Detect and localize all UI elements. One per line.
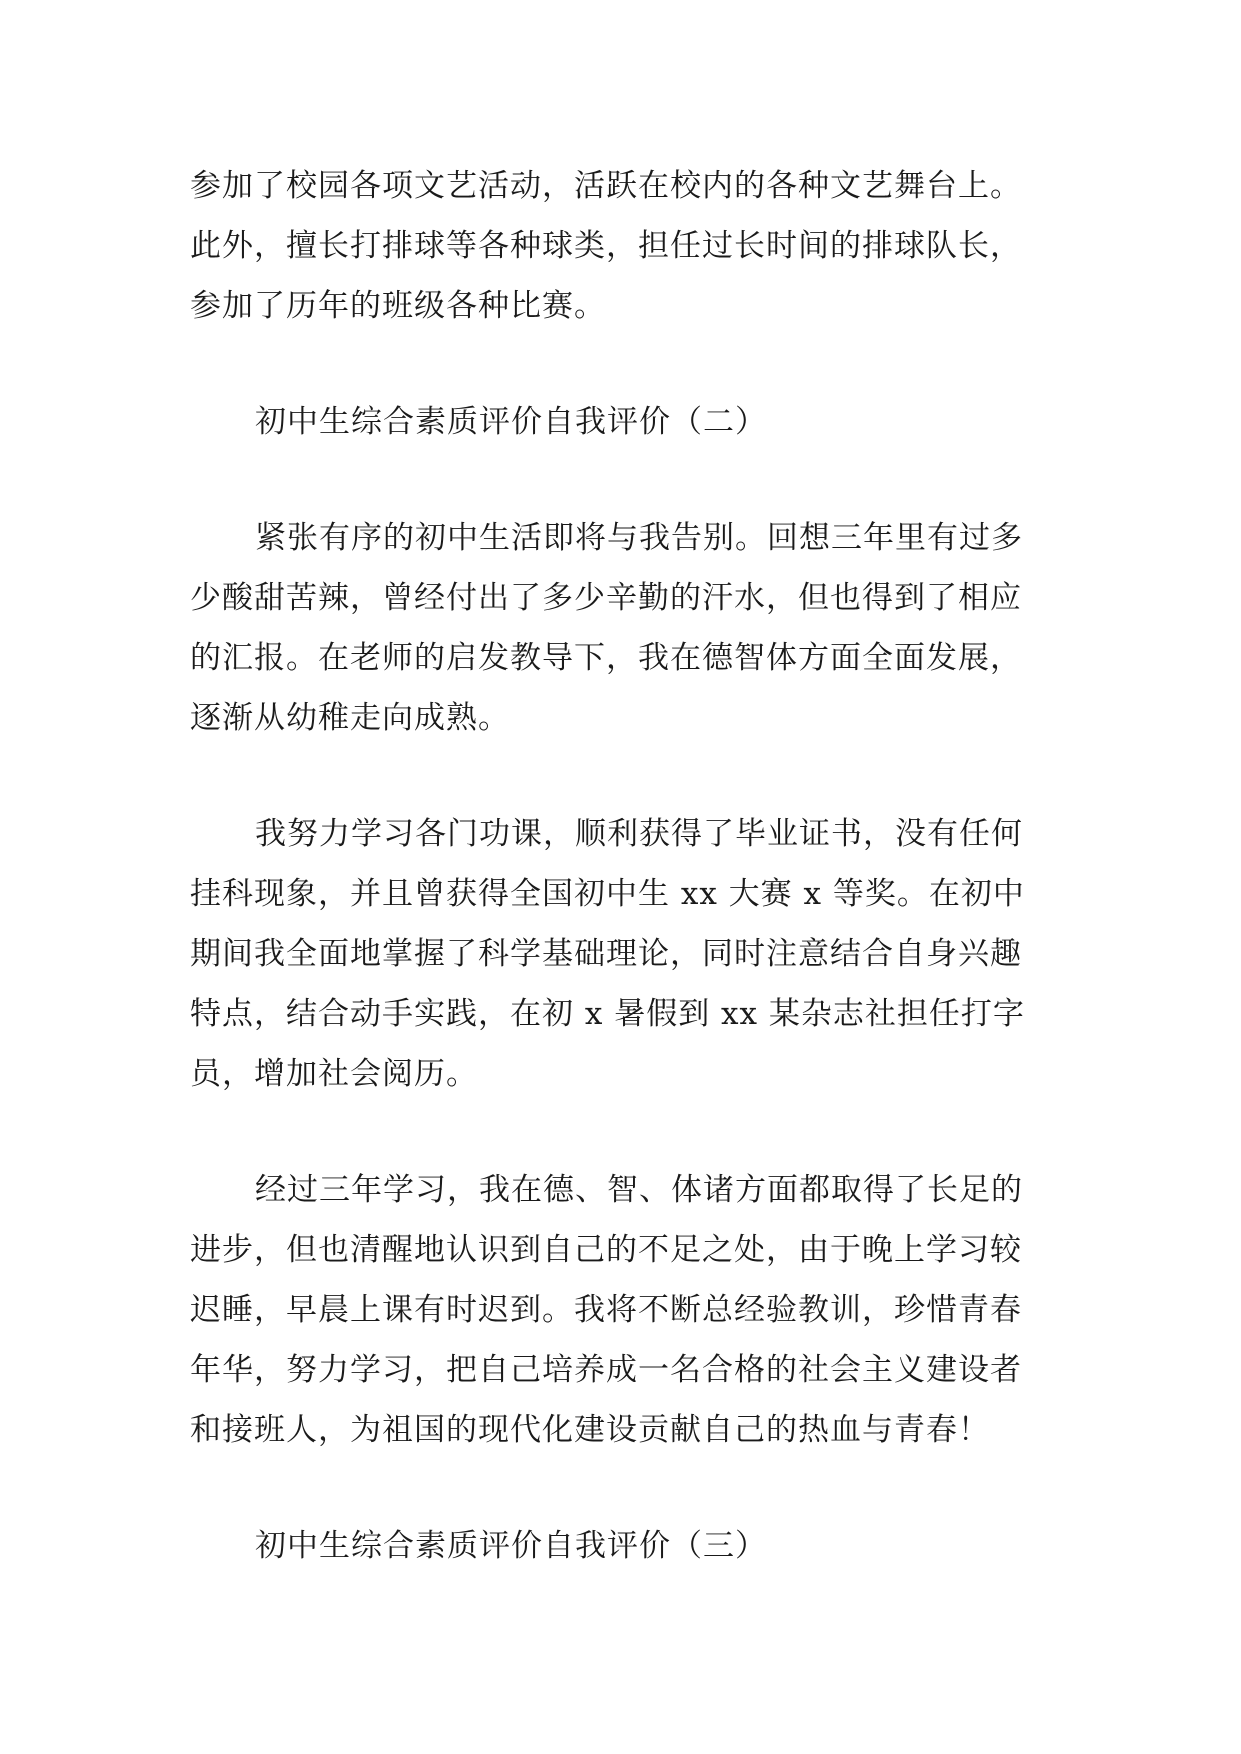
text-line: 经过三年学习，我在德、智、体诸方面都取得了长足的 — [255, 1172, 1023, 1208]
text-line: 紧张有序的初中生活即将与我告别。回想三年里有过多 — [255, 520, 1023, 556]
section-heading: 初中生综合素质评价自我评价（二） — [255, 404, 767, 440]
text-line: 此外，擅长打排球等各种球类，担任过长时间的排球队长， — [190, 228, 1022, 264]
text-line: 迟睡，早晨上课有时迟到。我将不断总经验教训，珍惜青春 — [190, 1292, 1022, 1328]
text-line: 的汇报。在老师的启发教导下，我在德智体方面全面发展， — [190, 640, 1022, 676]
text-line: 挂科现象，并且曾获得全国初中生 xx 大赛 x 等奖。在初中 — [190, 876, 1025, 912]
text-line: 参加了历年的班级各种比赛。 — [190, 288, 606, 324]
text-line: 期间我全面地掌握了科学基础理论，同时注意结合自身兴趣 — [190, 936, 1022, 972]
text-line: 员，增加社会阅历。 — [190, 1056, 478, 1092]
section-heading: 初中生综合素质评价自我评价（三） — [255, 1528, 767, 1564]
text-line: 我努力学习各门功课，顺利获得了毕业证书，没有任何 — [255, 816, 1023, 852]
text-line: 逐渐从幼稚走向成熟。 — [190, 700, 510, 736]
text-line: 少酸甜苦辣，曾经付出了多少辛勤的汗水，但也得到了相应 — [190, 580, 1022, 616]
text-line: 特点，结合动手实践，在初 x 暑假到 xx 某杂志社担任打字 — [190, 996, 1025, 1032]
text-line: 参加了校园各项文艺活动，活跃在校内的各种文艺舞台上。 — [190, 168, 1022, 204]
text-line: 年华，努力学习，把自己培养成一名合格的社会主义建设者 — [190, 1352, 1022, 1388]
text-line: 和接班人，为祖国的现代化建设贡献自己的热血与青春！ — [190, 1412, 990, 1448]
text-line: 进步，但也清醒地认识到自己的不足之处，由于晚上学习较 — [190, 1232, 1022, 1268]
